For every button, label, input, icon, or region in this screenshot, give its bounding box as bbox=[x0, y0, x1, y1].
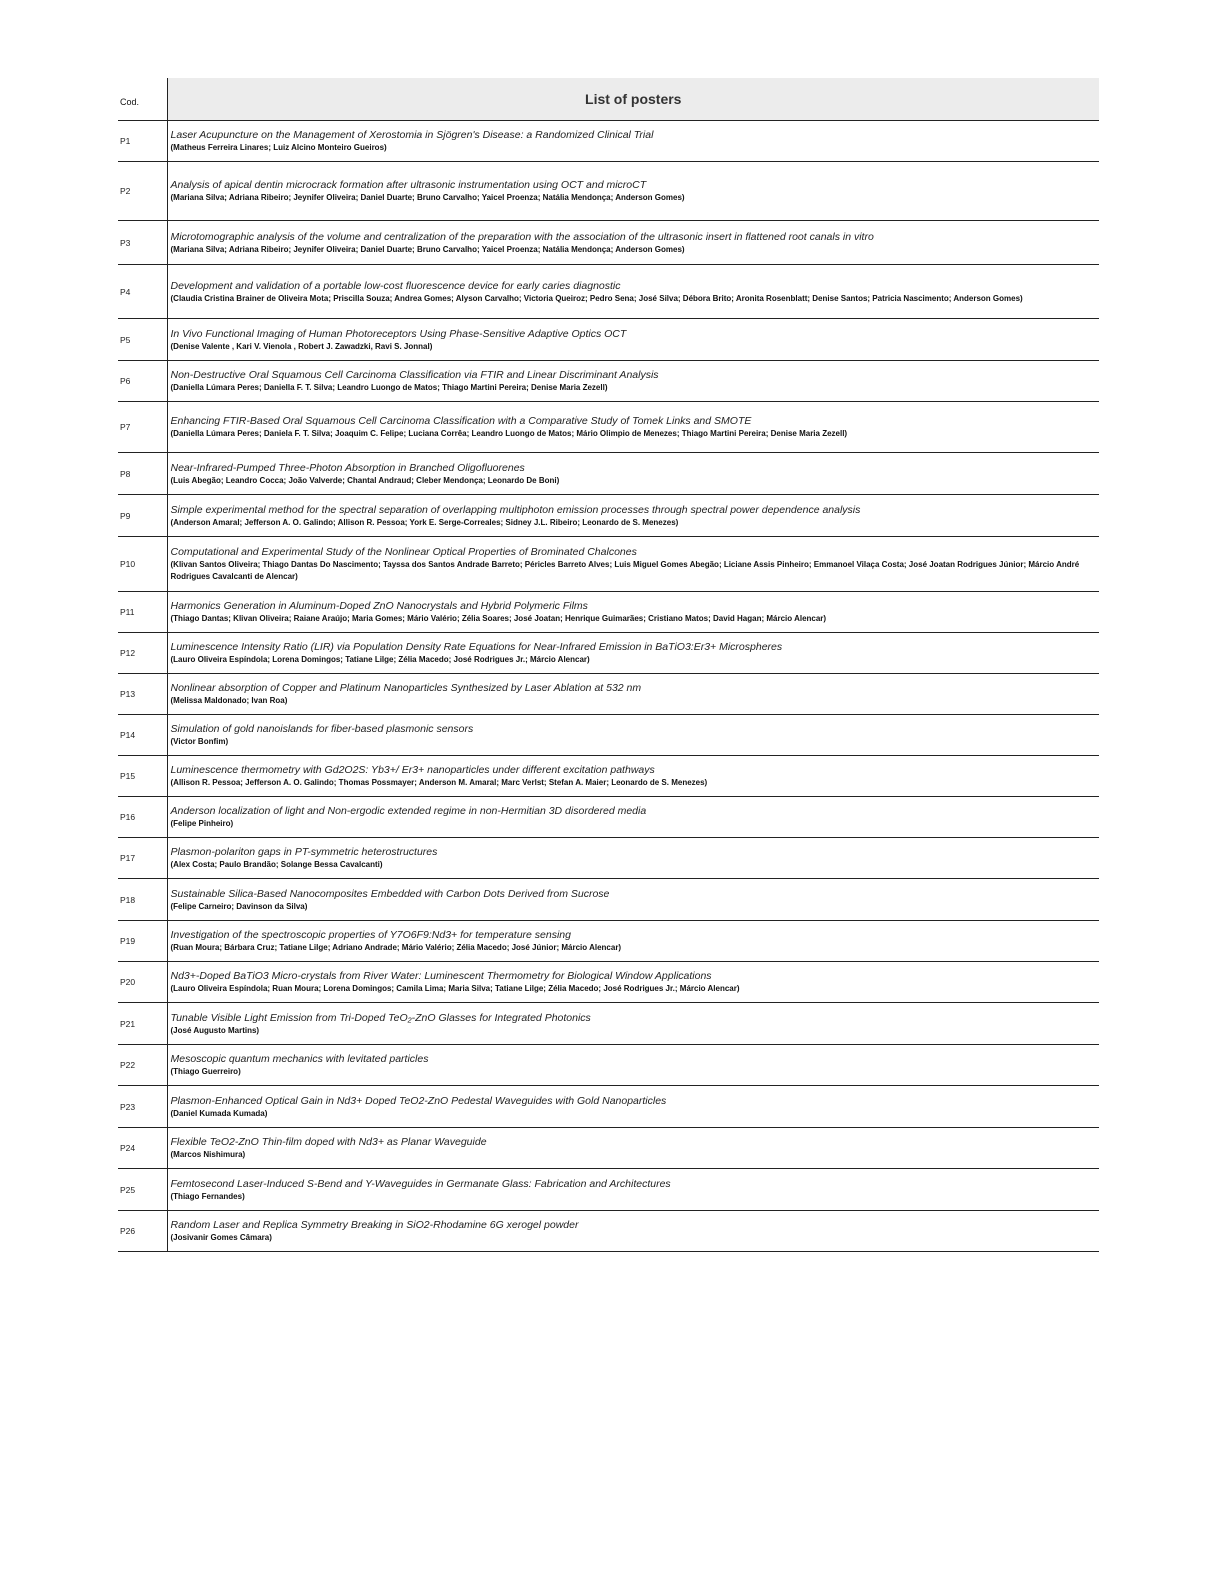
poster-code: P25 bbox=[118, 1169, 167, 1211]
poster-authors: (Lauro Oliveira Espíndola; Lorena Domingos; Tatiane Lilge; Zélia Macedo; José Rodrigues Jr.; Márcio Alencar) bbox=[170, 655, 590, 664]
poster-authors: (Mariana Silva; Adriana Ribeiro; Jeynifer Oliveira; Daniel Duarte; Bruno Carvalho; Yaicel Proenza; Natália Mendonça; Anderson Gomes) bbox=[170, 244, 685, 254]
poster-authors: (Mariana Silva; Adriana Ribeiro; Jeynifer Oliveira; Daniel Duarte; Bruno Carvalho; Yaicel Proenza; Natália Mendonça; Anderson Gomes) bbox=[170, 193, 685, 202]
table-row bbox=[118, 797, 1099, 838]
poster-authors: (Matheus Ferreira Linares; Luiz Alcino Monteiro Gueiros) bbox=[170, 143, 387, 152]
poster-entry bbox=[167, 1169, 1099, 1211]
poster-entry bbox=[167, 592, 1099, 633]
poster-authors: (Claudia Cristina Brainer de Oliveira Mota; Priscilla Souza; Andrea Gomes; Alyson Carvalho; Victoria Queiroz; Pedro Sena; José Silva; Débora Brito; Aronita Rosenblatt; Denise Santos; Patricia Nascimento; Anderson Gomes) bbox=[170, 293, 1023, 303]
poster-title: Nd3+-Doped BaTiO3 Micro-crystals from River Water: Luminescent Thermometry for Biological Window Applications bbox=[170, 970, 712, 982]
table-row bbox=[118, 838, 1099, 879]
poster-entry bbox=[167, 1086, 1099, 1128]
poster-entry bbox=[167, 162, 1099, 221]
poster-code: P4 bbox=[118, 265, 167, 319]
poster-code: P15 bbox=[118, 756, 167, 797]
poster-authors: (Luis Abegão; Leandro Cocca; João Valverde; Chantal Andraud; Cleber Mendonça; Leonardo De Boni) bbox=[170, 475, 560, 485]
poster-code: P11 bbox=[118, 592, 167, 633]
poster-code: P9 bbox=[118, 495, 167, 537]
table-row bbox=[118, 962, 1099, 1003]
poster-entry bbox=[167, 319, 1099, 361]
poster-entry bbox=[167, 756, 1099, 797]
poster-authors: (Thiago Dantas; Klivan Oliveira; Raiane Araújo; Maria Gomes; Mário Valério; Zélia Soares; José Joatan; Henrique Guimarães; Cristiano Matos; David Hagan; Márcio Alencar) bbox=[170, 614, 827, 623]
poster-rows bbox=[118, 121, 1099, 1252]
poster-entry bbox=[167, 265, 1099, 319]
table-row bbox=[118, 633, 1099, 674]
poster-code: P3 bbox=[118, 221, 167, 265]
table-row bbox=[118, 674, 1099, 715]
poster-table bbox=[118, 78, 1099, 1252]
poster-entry bbox=[167, 361, 1099, 402]
poster-code: P24 bbox=[118, 1128, 167, 1169]
poster-entry bbox=[167, 221, 1099, 265]
poster-code: P14 bbox=[118, 715, 167, 756]
poster-authors: (Klivan Santos Oliveira; Thiago Dantas Do Nascimento; Tayssa dos Santos Andrade Barreto; Péricles Barreto Alves; Luis Miguel Gomes Abegão; Liciane Assis Pinheiro; Emmanoel Vilaça Costa; José Joatan Rodrigues Júnior; Márcio André Rodrigues Cavalcanti de Alencar) bbox=[170, 560, 1080, 581]
poster-code: P23 bbox=[118, 1086, 167, 1128]
table-row bbox=[118, 921, 1099, 962]
poster-code: P12 bbox=[118, 633, 167, 674]
poster-entry bbox=[167, 838, 1099, 879]
poster-entry bbox=[167, 962, 1099, 1003]
poster-authors: (Victor Bonfim) bbox=[170, 737, 229, 746]
table-row bbox=[118, 537, 1099, 592]
poster-title: Enhancing FTIR-Based Oral Squamous Cell Carcinoma Classification with a Comparative Study of Tomek Links and SMOTE bbox=[170, 415, 752, 427]
poster-title: Harmonics Generation in Aluminum-Doped ZnO Nanocrystals and Hybrid Polymeric Films bbox=[170, 600, 588, 612]
table-row bbox=[118, 1045, 1099, 1086]
poster-title: Analysis of apical dentin microcrack formation after ultrasonic instrumentation using OCT and microCT bbox=[170, 179, 647, 191]
poster-title: Development and validation of a portable low-cost fluorescence device for early caries diagnostic bbox=[170, 279, 621, 292]
poster-title: Simulation of gold nanoislands for fiber-based plasmonic sensors bbox=[170, 723, 474, 735]
code-column-header: Cod. bbox=[118, 78, 167, 121]
poster-code: P16 bbox=[118, 797, 167, 838]
table-row bbox=[118, 221, 1099, 265]
poster-authors: (Anderson Amaral; Jefferson A. O. Galindo; Allison R. Pessoa; York E. Serge-Correales; Sidney J.L. Ribeiro; Leonardo de S. Menezes) bbox=[170, 517, 679, 527]
poster-title: Investigation of the spectroscopic properties of Y7O6F9:Nd3+ for temperature sensing bbox=[170, 929, 571, 941]
table-row bbox=[118, 756, 1099, 797]
poster-entry bbox=[167, 537, 1099, 592]
poster-entry bbox=[167, 402, 1099, 453]
poster-title: In Vivo Functional Imaging of Human Photoreceptors Using Phase-Sensitive Adaptive Optics OCT bbox=[170, 327, 627, 340]
poster-authors: (Daniella Lúmara Peres; Daniela F. T. Silva; Joaquim C. Felipe; Luciana Corrêa; Leandro Luongo de Matos; Mário Olimpio de Menezes; Thiago Martini Pereira; Denise Maria Zezell) bbox=[170, 429, 848, 438]
poster-entry bbox=[167, 1128, 1099, 1169]
poster-code: P22 bbox=[118, 1045, 167, 1086]
poster-title: Sustainable Silica-Based Nanocomposites Embedded with Carbon Dots Derived from Sucrose bbox=[170, 887, 610, 900]
poster-code: P2 bbox=[118, 162, 167, 221]
poster-authors: (Lauro Oliveira Espíndola; Ruan Moura; Lorena Domingos; Camila Lima; Maria Silva; Tatiane Lilge; Zélia Macedo; José Rodrigues Jr.; Márcio Alencar) bbox=[170, 984, 740, 993]
poster-title: Simple experimental method for the spectral separation of overlapping multiphoton emission processes through spectral power dependence analysis bbox=[170, 503, 861, 516]
poster-authors: (Thiago Guerreiro) bbox=[170, 1067, 241, 1076]
poster-title: Luminescence Intensity Ratio (LIR) via Population Density Rate Equations for Near-Infrared Emission in BaTiO3:Er3+ Microspheres bbox=[170, 641, 783, 653]
poster-title: Laser Acupuncture on the Management of Xerostomia in Sjögren's Disease: a Randomized Clinical Trial bbox=[170, 129, 654, 141]
poster-authors: (Melissa Maldonado; Ivan Roa) bbox=[170, 696, 288, 705]
poster-code: P17 bbox=[118, 838, 167, 879]
poster-entry bbox=[167, 1211, 1099, 1252]
poster-authors: (Thiago Fernandes) bbox=[170, 1191, 245, 1201]
poster-entry bbox=[167, 921, 1099, 962]
poster-code: P1 bbox=[118, 121, 167, 162]
poster-authors: (Allison R. Pessoa; Jefferson A. O. Galindo; Thomas Possmayer; Anderson M. Amaral; Marc Verlst; Stefan A. Maier; Leonardo de S. Menezes) bbox=[170, 778, 708, 787]
poster-code: P8 bbox=[118, 453, 167, 495]
poster-authors: (Denise Valente , Kari V. Vienola , Robert J. Zawadzki, Ravi S. Jonnal) bbox=[170, 341, 433, 351]
table-row bbox=[118, 1086, 1099, 1128]
poster-title: Flexible TeO2-ZnO Thin-film doped with Nd3+ as Planar Waveguide bbox=[170, 1136, 487, 1148]
poster-entry bbox=[167, 1045, 1099, 1086]
poster-code: P20 bbox=[118, 962, 167, 1003]
poster-title: Tunable Visible Light Emission from Tri-Doped TeO₂-ZnO Glasses for Integrated Photonics bbox=[170, 1011, 591, 1024]
poster-title: Luminescence thermometry with Gd2O2S: Yb3+/ Er3+ nanoparticles under different excitation pathways bbox=[170, 764, 655, 776]
poster-title: Random Laser and Replica Symmetry Breaking in SiO2-Rhodamine 6G xerogel powder bbox=[170, 1219, 579, 1231]
poster-authors: (Felipe Carneiro; Davinson da Silva) bbox=[170, 901, 308, 911]
poster-title: Plasmon-Enhanced Optical Gain in Nd3+ Doped TeO2-ZnO Pedestal Waveguides with Gold Nanoparticles bbox=[170, 1094, 667, 1107]
poster-authors: (Daniella Lúmara Peres; Daniella F. T. Silva; Leandro Luongo de Matos; Thiago Martini Pereira; Denise Maria Zezell) bbox=[170, 383, 608, 392]
poster-entry bbox=[167, 1003, 1099, 1045]
table-row bbox=[118, 1169, 1099, 1211]
poster-code: P13 bbox=[118, 674, 167, 715]
poster-entry bbox=[167, 715, 1099, 756]
poster-title: Nonlinear absorption of Copper and Platinum Nanoparticles Synthesized by Laser Ablation at 532 nm bbox=[170, 682, 642, 694]
table-row bbox=[118, 265, 1099, 319]
poster-title: Non-Destructive Oral Squamous Cell Carcinoma Classification via FTIR and Linear Discriminant Analysis bbox=[170, 369, 659, 381]
poster-title: Mesoscopic quantum mechanics with levitated particles bbox=[170, 1053, 429, 1065]
poster-authors: (José Augusto Martins) bbox=[170, 1025, 260, 1035]
table-row bbox=[118, 121, 1099, 162]
table-row bbox=[118, 361, 1099, 402]
poster-entry bbox=[167, 879, 1099, 921]
poster-authors: (Josivanir Gomes Câmara) bbox=[170, 1233, 272, 1242]
table-row bbox=[118, 1211, 1099, 1252]
poster-entry bbox=[167, 453, 1099, 495]
poster-authors: (Alex Costa; Paulo Brandão; Solange Bessa Cavalcanti) bbox=[170, 860, 383, 869]
poster-code: P21 bbox=[118, 1003, 167, 1045]
poster-authors: (Marcos Nishimura) bbox=[170, 1150, 246, 1159]
poster-code: P26 bbox=[118, 1211, 167, 1252]
table-row bbox=[118, 162, 1099, 221]
table-row bbox=[118, 1128, 1099, 1169]
table-header-row bbox=[118, 78, 1099, 121]
poster-title: Computational and Experimental Study of the Nonlinear Optical Properties of Brominated Chalcones bbox=[170, 546, 637, 558]
poster-entry bbox=[167, 633, 1099, 674]
table-row bbox=[118, 879, 1099, 921]
table-row bbox=[118, 402, 1099, 453]
poster-list-sheet bbox=[118, 78, 1099, 1252]
table-row bbox=[118, 319, 1099, 361]
poster-authors: (Felipe Pinheiro) bbox=[170, 819, 234, 828]
poster-title: Femtosecond Laser-Induced S-Bend and Y-Waveguides in Germanate Glass: Fabrication and Architectures bbox=[170, 1177, 671, 1190]
poster-code: P6 bbox=[118, 361, 167, 402]
poster-authors: (Ruan Moura; Bárbara Cruz; Tatiane Lilge; Adriano Andrade; Mário Valério; Zélia Macedo; José Júnior; Márcio Alencar) bbox=[170, 943, 622, 952]
table-row bbox=[118, 592, 1099, 633]
poster-title: Near-Infrared-Pumped Three-Photon Absorption in Branched Oligofluorenes bbox=[170, 461, 525, 474]
poster-code: P19 bbox=[118, 921, 167, 962]
poster-title: Anderson localization of light and Non-ergodic extended regime in non-Hermitian 3D disordered media bbox=[170, 805, 647, 817]
poster-code: P5 bbox=[118, 319, 167, 361]
poster-code: P7 bbox=[118, 402, 167, 453]
poster-code: P18 bbox=[118, 879, 167, 921]
poster-entry bbox=[167, 797, 1099, 838]
table-row bbox=[118, 1003, 1099, 1045]
poster-entry bbox=[167, 121, 1099, 162]
table-row bbox=[118, 453, 1099, 495]
poster-title: Plasmon-polariton gaps in PT-symmetric heterostructures bbox=[170, 846, 438, 858]
poster-entry bbox=[167, 495, 1099, 537]
poster-title: Microtomographic analysis of the volume and centralization of the preparation with the association of the ultrasonic insert in flattened root canals in vitro bbox=[170, 230, 874, 243]
list-title-header: List of posters bbox=[167, 78, 1099, 121]
poster-entry bbox=[167, 674, 1099, 715]
poster-code: P10 bbox=[118, 537, 167, 592]
poster-authors: (Daniel Kumada Kumada) bbox=[170, 1108, 268, 1118]
table-row bbox=[118, 715, 1099, 756]
table-row bbox=[118, 495, 1099, 537]
